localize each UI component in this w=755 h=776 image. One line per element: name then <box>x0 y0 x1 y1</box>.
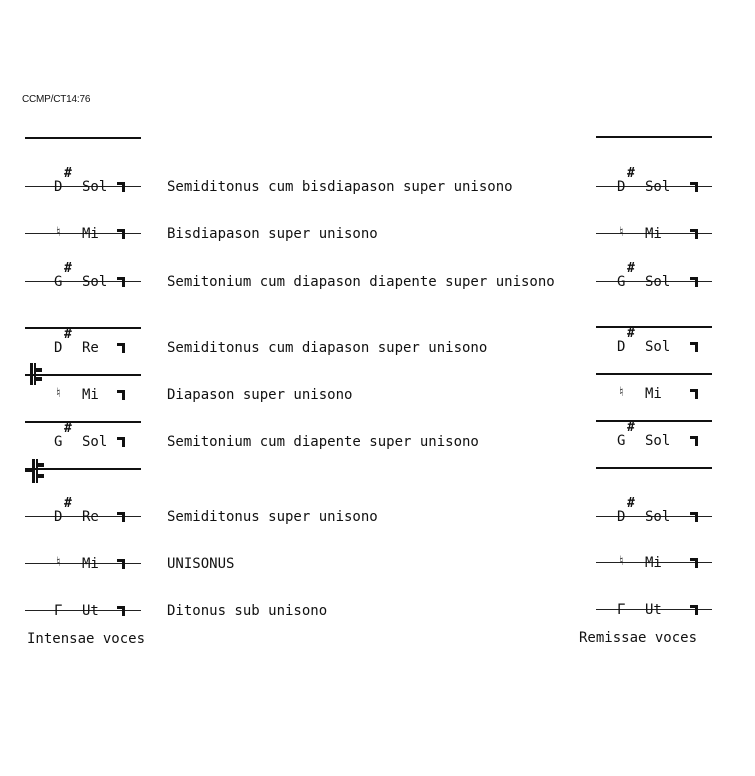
right-syllable: Mi <box>645 555 662 571</box>
note-flag <box>117 390 124 393</box>
caption-left: Intensae voces <box>27 631 146 647</box>
note-flag <box>117 277 124 280</box>
staff-line <box>25 421 141 423</box>
note-flag <box>690 277 697 280</box>
left-syllable: Sol <box>82 179 108 195</box>
sharp-sign: # <box>627 261 635 276</box>
note-flag <box>690 229 697 232</box>
left-note: D <box>54 340 63 356</box>
left-note: ♮ <box>56 555 61 570</box>
staff-line <box>25 327 141 329</box>
right-note: D <box>617 339 626 355</box>
left-syllable: Sol <box>82 434 108 450</box>
sharp-sign: # <box>627 166 635 181</box>
interval-text: Diapason super unisono <box>167 387 353 403</box>
note-flag <box>690 342 697 345</box>
note-flag <box>690 605 697 608</box>
note-flag <box>117 182 124 185</box>
right-note: ♮ <box>619 385 624 400</box>
right-note: ♮ <box>619 554 624 569</box>
note-flag <box>690 436 697 439</box>
left-note: ♮ <box>56 225 61 240</box>
staff-line <box>596 420 712 422</box>
left-note: Γ <box>54 603 63 619</box>
left-note: D <box>54 179 63 195</box>
interval-text: Semiditonus cum bisdiapason super unisono <box>167 179 513 195</box>
left-note: ♮ <box>56 386 61 401</box>
sharp-sign: # <box>64 496 72 511</box>
right-note: ♮ <box>619 225 624 240</box>
staff-line <box>25 137 141 139</box>
interval-text: Semiditonus cum diapason super unisono <box>167 340 488 356</box>
interval-text: Bisdiapason super unisono <box>167 226 378 242</box>
right-syllable: Ut <box>645 602 662 618</box>
note-flag <box>690 182 697 185</box>
right-syllable: Mi <box>645 226 662 242</box>
caption-right: Remissae voces <box>579 630 698 646</box>
sharp-sign: # <box>64 166 72 181</box>
note-flag <box>690 389 697 392</box>
sharp-sign: # <box>627 326 635 341</box>
right-note: G <box>617 433 626 449</box>
left-syllable: Re <box>82 509 99 525</box>
left-syllable: Mi <box>82 226 99 242</box>
left-syllable: Mi <box>82 556 99 572</box>
interval-text: Semitonium cum diapente super unisono <box>167 434 479 450</box>
sharp-sign: # <box>64 421 72 436</box>
sharp-sign: # <box>627 420 635 435</box>
right-note: G <box>617 274 626 290</box>
left-syllable: Sol <box>82 274 108 290</box>
staff-line <box>596 326 712 328</box>
right-note: D <box>617 179 626 195</box>
note-flag <box>117 343 124 346</box>
left-syllable: Re <box>82 340 99 356</box>
right-syllable: Sol <box>645 274 671 290</box>
sharp-sign: # <box>64 327 72 342</box>
right-note: Γ <box>617 602 626 618</box>
c-clef-icon <box>28 362 44 386</box>
note-flag <box>690 512 697 515</box>
right-syllable: Sol <box>645 509 671 525</box>
reference-id: CCMP/CT14:76 <box>22 94 91 105</box>
right-syllable: Sol <box>645 339 671 355</box>
c-clef-icon <box>25 457 47 485</box>
note-flag <box>117 559 124 562</box>
interval-text: UNISONUS <box>167 556 235 572</box>
note-flag <box>117 437 124 440</box>
note-flag <box>117 512 124 515</box>
staff-line <box>596 136 712 138</box>
staff-line <box>596 373 712 375</box>
sharp-sign: # <box>64 261 72 276</box>
note-flag <box>690 558 697 561</box>
note-flag <box>117 606 124 609</box>
right-syllable: Sol <box>645 433 671 449</box>
left-syllable: Mi <box>82 387 99 403</box>
interval-text: Ditonus sub unisono <box>167 603 328 619</box>
right-syllable: Sol <box>645 179 671 195</box>
left-note: G <box>54 274 63 290</box>
right-syllable: Mi <box>645 386 662 402</box>
left-note: G <box>54 434 63 450</box>
sharp-sign: # <box>627 496 635 511</box>
interval-text: Semiditonus super unisono <box>167 509 378 525</box>
staff-line <box>596 467 712 469</box>
interval-text: Semitonium cum diapason diapente super unisono <box>167 274 555 290</box>
right-note: D <box>617 509 626 525</box>
left-syllable: Ut <box>82 603 99 619</box>
left-note: D <box>54 509 63 525</box>
note-flag <box>117 229 124 232</box>
